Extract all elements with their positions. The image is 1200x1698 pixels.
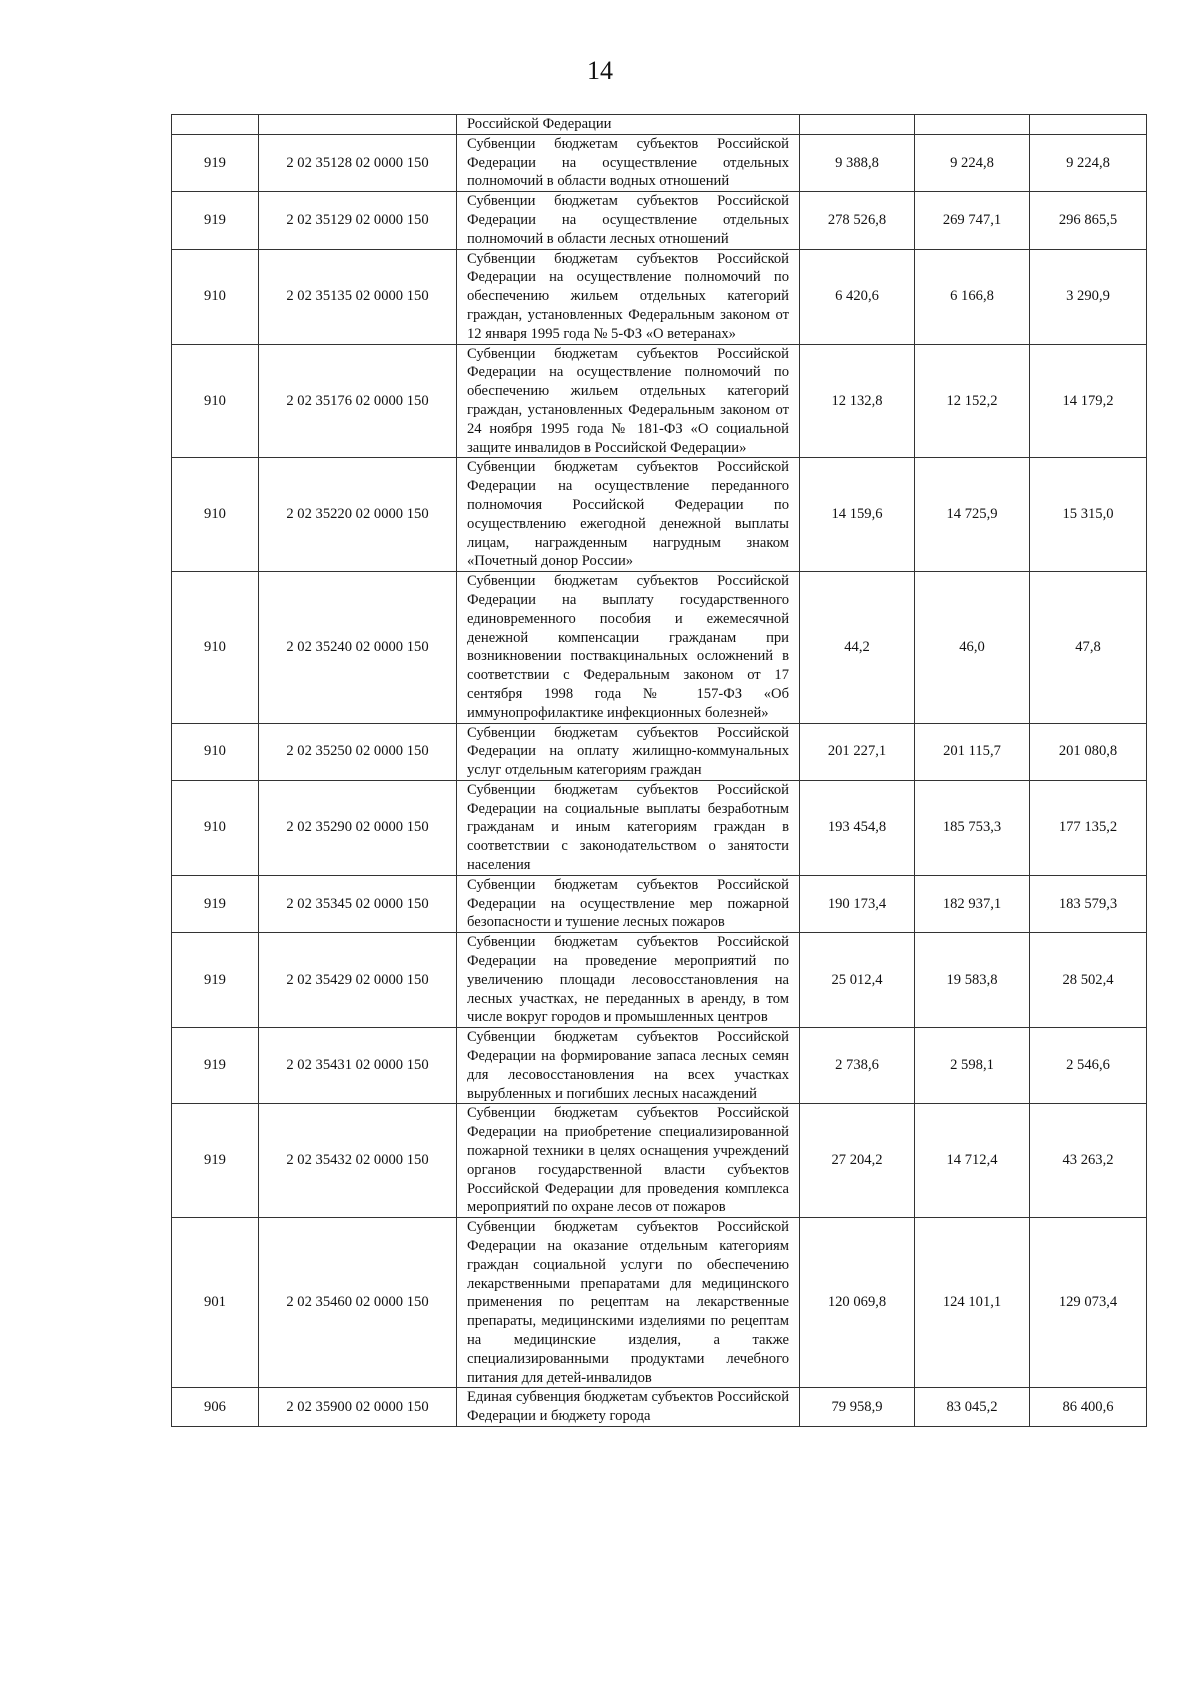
amount-year2-cell: 46,0: [915, 572, 1030, 723]
amount-year2-cell: 6 166,8: [915, 249, 1030, 344]
budget-table: [171, 114, 1147, 1427]
amount-year1-cell: 6 420,6: [800, 249, 915, 344]
table-row: [172, 572, 1147, 723]
admin-code-cell: 910: [172, 723, 259, 780]
amount-year1-cell: 120 069,8: [800, 1218, 915, 1388]
description-cell: Субвенции бюджетам субъектов Российской Федерации на осуществление переданного полномочия Российской Федерации по осуществлению ежегодной денежной выплаты лицам, награжденным нагрудным знаком «Почетный донор России»: [457, 458, 800, 572]
amount-year1-cell: 44,2: [800, 572, 915, 723]
amount-year2-cell: 19 583,8: [915, 933, 1030, 1028]
table-row: [172, 458, 1147, 572]
table-row: [172, 875, 1147, 932]
table-row: [172, 1028, 1147, 1104]
budget-code-cell: 2 02 35129 02 0000 150: [259, 192, 457, 249]
budget-code-cell: 2 02 35460 02 0000 150: [259, 1218, 457, 1388]
admin-code-cell: 919: [172, 134, 259, 191]
amount-year1-cell: 278 526,8: [800, 192, 915, 249]
description-cell: Субвенции бюджетам субъектов Российской Федерации на осуществление полномочий по обеспечению жильем отдельных категорий граждан, установленных Федеральным законом от 24 ноября 1995 года № 181-ФЗ «О социальной защите инвалидов в Российской Федерации»: [457, 344, 800, 458]
amount-year3-cell: 201 080,8: [1030, 723, 1147, 780]
amount-year3-cell: 9 224,8: [1030, 134, 1147, 191]
admin-code-cell: 910: [172, 344, 259, 458]
description-cell: Субвенции бюджетам субъектов Российской Федерации на осуществление полномочий по обеспечению жильем отдельных категорий граждан, установленных Федеральным законом от 12 января 1995 года № 5-ФЗ «О ветеранах»: [457, 249, 800, 344]
budget-code-cell: [259, 115, 457, 135]
description-cell: Субвенции бюджетам субъектов Российской Федерации на осуществление отдельных полномочий в области водных отношений: [457, 134, 800, 191]
admin-code-cell: 910: [172, 780, 259, 875]
description-cell: Единая субвенция бюджетам субъектов Российской Федерации и бюджету города: [457, 1388, 800, 1427]
amount-year3-cell: 47,8: [1030, 572, 1147, 723]
amount-year3-cell: [1030, 115, 1147, 135]
amount-year3-cell: 28 502,4: [1030, 933, 1147, 1028]
table-row: [172, 1104, 1147, 1218]
amount-year3-cell: 129 073,4: [1030, 1218, 1147, 1388]
amount-year2-cell: 9 224,8: [915, 134, 1030, 191]
admin-code-cell: 910: [172, 572, 259, 723]
budget-code-cell: 2 02 35290 02 0000 150: [259, 780, 457, 875]
admin-code-cell: 910: [172, 458, 259, 572]
amount-year1-cell: 190 173,4: [800, 875, 915, 932]
table-row: [172, 780, 1147, 875]
budget-code-cell: 2 02 35432 02 0000 150: [259, 1104, 457, 1218]
table-row: [172, 249, 1147, 344]
table-row: [172, 1218, 1147, 1388]
amount-year3-cell: 14 179,2: [1030, 344, 1147, 458]
amount-year2-cell: 201 115,7: [915, 723, 1030, 780]
budget-table-body: [172, 115, 1147, 1427]
amount-year1-cell: [800, 115, 915, 135]
amount-year1-cell: 201 227,1: [800, 723, 915, 780]
admin-code-cell: [172, 115, 259, 135]
amount-year1-cell: 193 454,8: [800, 780, 915, 875]
description-cell: Российской Федерации: [457, 115, 800, 135]
amount-year3-cell: 183 579,3: [1030, 875, 1147, 932]
description-cell: Субвенции бюджетам субъектов Российской Федерации на осуществление мер пожарной безопасности и тушение лесных пожаров: [457, 875, 800, 932]
amount-year1-cell: 14 159,6: [800, 458, 915, 572]
description-cell: Субвенции бюджетам субъектов Российской Федерации на проведение мероприятий по увеличению площади лесовосстановления на лесных участках, не переданных в аренду, в том числе вокруг городов и промышленных центров: [457, 933, 800, 1028]
admin-code-cell: 910: [172, 249, 259, 344]
amount-year2-cell: 14 712,4: [915, 1104, 1030, 1218]
admin-code-cell: 919: [172, 933, 259, 1028]
budget-code-cell: 2 02 35135 02 0000 150: [259, 249, 457, 344]
table-row: [172, 192, 1147, 249]
amount-year3-cell: 15 315,0: [1030, 458, 1147, 572]
amount-year2-cell: [915, 115, 1030, 135]
budget-code-cell: 2 02 35220 02 0000 150: [259, 458, 457, 572]
admin-code-cell: 919: [172, 1028, 259, 1104]
amount-year3-cell: 2 546,6: [1030, 1028, 1147, 1104]
budget-code-cell: 2 02 35429 02 0000 150: [259, 933, 457, 1028]
description-cell: Субвенции бюджетам субъектов Российской Федерации на оказание отдельным категориям граждан социальной услуги по обеспечению лекарственными препаратами для медицинского применения по рецептам на лекарственные препараты, медицинскими изделиями по рецептам на медицинские изделия, а также специализированными продуктами лечебного питания для детей-инвалидов: [457, 1218, 800, 1388]
table-row: [172, 115, 1147, 135]
budget-code-cell: 2 02 35431 02 0000 150: [259, 1028, 457, 1104]
admin-code-cell: 919: [172, 192, 259, 249]
amount-year2-cell: 185 753,3: [915, 780, 1030, 875]
description-cell: Субвенции бюджетам субъектов Российской Федерации на оплату жилищно-коммунальных услуг отдельным категориям граждан: [457, 723, 800, 780]
amount-year1-cell: 79 958,9: [800, 1388, 915, 1427]
amount-year2-cell: 2 598,1: [915, 1028, 1030, 1104]
budget-code-cell: 2 02 35128 02 0000 150: [259, 134, 457, 191]
amount-year3-cell: 86 400,6: [1030, 1388, 1147, 1427]
table-row: [172, 344, 1147, 458]
budget-code-cell: 2 02 35900 02 0000 150: [259, 1388, 457, 1427]
budget-code-cell: 2 02 35176 02 0000 150: [259, 344, 457, 458]
amount-year3-cell: 296 865,5: [1030, 192, 1147, 249]
amount-year2-cell: 12 152,2: [915, 344, 1030, 458]
description-cell: Субвенции бюджетам субъектов Российской Федерации на выплату государственного единовременного пособия и ежемесячной денежной компенсации гражданам при возникновении поствакцинальных осложнений в соответствии с Федеральным законом от 17 сентября 1998 года № 157-ФЗ «Об иммунопрофилактике инфекционных болезней»: [457, 572, 800, 723]
amount-year1-cell: 25 012,4: [800, 933, 915, 1028]
amount-year2-cell: 14 725,9: [915, 458, 1030, 572]
table-row: [172, 723, 1147, 780]
amount-year3-cell: 43 263,2: [1030, 1104, 1147, 1218]
amount-year1-cell: 12 132,8: [800, 344, 915, 458]
description-cell: Субвенции бюджетам субъектов Российской Федерации на социальные выплаты безработным гражданам и иным категориям граждан в соответствии с законодательством о занятости населения: [457, 780, 800, 875]
amount-year3-cell: 177 135,2: [1030, 780, 1147, 875]
amount-year2-cell: 269 747,1: [915, 192, 1030, 249]
admin-code-cell: 919: [172, 875, 259, 932]
amount-year1-cell: 9 388,8: [800, 134, 915, 191]
table-row: [172, 1388, 1147, 1427]
description-cell: Субвенции бюджетам субъектов Российской Федерации на осуществление отдельных полномочий в области лесных отношений: [457, 192, 800, 249]
budget-code-cell: 2 02 35345 02 0000 150: [259, 875, 457, 932]
amount-year1-cell: 2 738,6: [800, 1028, 915, 1104]
description-cell: Субвенции бюджетам субъектов Российской Федерации на приобретение специализированной пожарной техники в целях оснащения учреждений органов государственной власти субъектов Российской Федерации для проведения комплекса мероприятий по охране лесов от пожаров: [457, 1104, 800, 1218]
admin-code-cell: 906: [172, 1388, 259, 1427]
budget-code-cell: 2 02 35240 02 0000 150: [259, 572, 457, 723]
amount-year3-cell: 3 290,9: [1030, 249, 1147, 344]
amount-year1-cell: 27 204,2: [800, 1104, 915, 1218]
description-cell: Субвенции бюджетам субъектов Российской Федерации на формирование запаса лесных семян для лесовосстановления на всех участках вырубленных и погибших лесных насаждений: [457, 1028, 800, 1104]
admin-code-cell: 919: [172, 1104, 259, 1218]
table-row: [172, 134, 1147, 191]
amount-year2-cell: 83 045,2: [915, 1388, 1030, 1427]
amount-year2-cell: 182 937,1: [915, 875, 1030, 932]
budget-code-cell: 2 02 35250 02 0000 150: [259, 723, 457, 780]
amount-year2-cell: 124 101,1: [915, 1218, 1030, 1388]
page-number: 14: [587, 56, 613, 85]
table-row: [172, 933, 1147, 1028]
admin-code-cell: 901: [172, 1218, 259, 1388]
